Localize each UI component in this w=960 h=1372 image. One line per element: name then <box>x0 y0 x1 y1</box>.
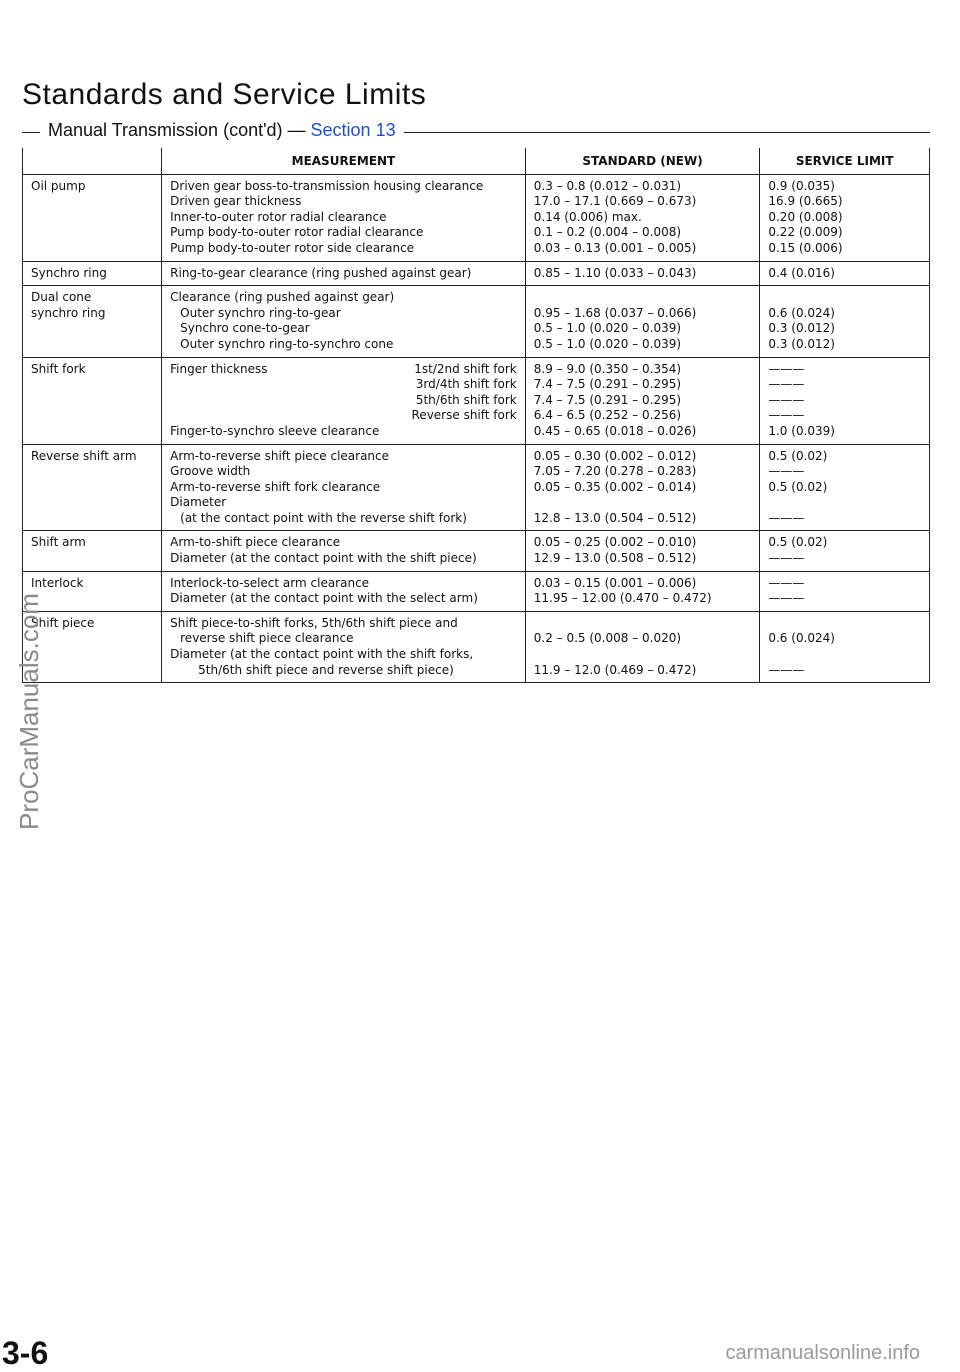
limit-value: ——— <box>768 662 805 677</box>
table-row <box>23 174 930 261</box>
standard-value: 6.4 – 6.5 (0.252 – 0.256) <box>533 408 682 423</box>
measurement-line <box>170 362 517 378</box>
standard-value: 7.4 – 7.5 (0.291 – 0.295) <box>533 392 682 407</box>
measurement-line: Outer synchro ring-to-synchro cone <box>180 336 394 351</box>
part-cell <box>23 444 162 531</box>
standard-value: 0.05 – 0.30 (0.002 – 0.012) <box>533 448 697 463</box>
measurement-line: (at the contact point with the reverse shift fork) <box>180 510 467 525</box>
standard-cell <box>525 444 760 531</box>
measurement-cell <box>162 261 526 286</box>
table-header-row <box>23 148 930 174</box>
header-measurement: MEASUREMENT <box>162 148 526 174</box>
section-subtitle <box>40 120 404 141</box>
subtitle-text: Manual Transmission (cont'd) — <box>48 120 311 140</box>
measurement-line: Driven gear thickness <box>170 194 302 209</box>
limit-value <box>768 495 921 511</box>
standard-value: 7.05 – 7.20 (0.278 – 0.283) <box>533 464 697 479</box>
limit-value <box>768 647 921 663</box>
limit-value: 16.9 (0.665) <box>768 194 843 209</box>
measurement-cell <box>162 611 526 682</box>
measurement-line <box>170 408 517 424</box>
limit-value: ——— <box>768 510 805 525</box>
measurement-line: Arm-to-reverse shift piece clearance <box>170 448 390 463</box>
measurement-cell <box>162 174 526 261</box>
measurement-cell <box>162 357 526 444</box>
section-link[interactable]: Section 13 <box>310 120 396 140</box>
limit-value: 0.5 (0.02) <box>768 479 828 494</box>
part-cell <box>23 357 162 444</box>
measurement-line: Driven gear boss-to-transmission housing clearance <box>170 178 484 193</box>
standard-value: 8.9 – 9.0 (0.350 – 0.354) <box>533 361 682 376</box>
standard-value: 0.5 – 1.0 (0.020 – 0.039) <box>533 321 682 336</box>
part-cell <box>23 261 162 286</box>
standard-value: 12.9 – 13.0 (0.508 – 0.512) <box>533 551 697 566</box>
standard-value: 0.3 – 0.8 (0.012 – 0.031) <box>533 178 682 193</box>
measurement-line: Ring-to-gear clearance (ring pushed against gear) <box>170 265 472 280</box>
limit-value <box>768 290 921 306</box>
standard-value: 12.8 – 13.0 (0.504 – 0.512) <box>533 510 697 525</box>
part-name: Oil pump <box>31 178 86 193</box>
limit-cell <box>760 444 930 531</box>
limit-value: 0.6 (0.024) <box>768 305 835 320</box>
measurement-line: Diameter (at the contact point with the shift piece) <box>170 551 477 566</box>
limit-value <box>768 616 921 632</box>
limit-value: 0.3 (0.012) <box>768 321 835 336</box>
standard-value: 0.03 – 0.13 (0.001 – 0.005) <box>533 240 697 255</box>
standard-value: 0.45 – 0.65 (0.018 – 0.026) <box>533 423 697 438</box>
standard-cell <box>525 571 760 611</box>
limit-value: 1.0 (0.039) <box>768 423 835 438</box>
header-standard: STANDARD (NEW) <box>525 148 760 174</box>
measurement-line: Shift piece-to-shift forks, 5th/6th shift piece and <box>170 615 458 630</box>
table-row <box>23 357 930 444</box>
measurement-sub: 1st/2nd shift fork <box>414 361 517 376</box>
limit-value: 0.4 (0.016) <box>768 265 835 280</box>
limit-value: 0.9 (0.035) <box>768 178 835 193</box>
part-cell <box>23 286 162 357</box>
standards-table <box>22 148 930 683</box>
limit-value: 0.5 (0.02) <box>768 535 828 550</box>
standard-value: 0.85 – 1.10 (0.033 – 0.043) <box>533 265 697 280</box>
measurement-main: Finger thickness <box>170 361 268 376</box>
standard-value: 0.03 – 0.15 (0.001 – 0.006) <box>533 575 697 590</box>
measurement-cell <box>162 531 526 571</box>
standard-cell <box>525 611 760 682</box>
part-name: Shift fork <box>31 361 86 376</box>
limit-value: ——— <box>768 361 805 376</box>
standard-value: 7.4 – 7.5 (0.291 – 0.295) <box>533 377 682 392</box>
limit-cell <box>760 571 930 611</box>
limit-value: 0.6 (0.024) <box>768 631 835 646</box>
part-name: Shift piece <box>31 615 95 630</box>
measurement-line: Diameter (at the contact point with the select arm) <box>170 591 478 606</box>
measurement-line <box>170 377 517 393</box>
standard-value: 17.0 – 17.1 (0.669 – 0.673) <box>533 194 697 209</box>
measurement-sub: Reverse shift fork <box>411 408 517 423</box>
limit-cell <box>760 531 930 571</box>
standard-value: 0.5 – 1.0 (0.020 – 0.039) <box>533 336 682 351</box>
limit-value: ——— <box>768 575 805 590</box>
measurement-line: Clearance (ring pushed against gear) <box>170 290 395 305</box>
limit-value: ——— <box>768 551 805 566</box>
part-cell <box>23 174 162 261</box>
part-name: synchro ring <box>31 305 106 320</box>
measurement-line: 5th/6th shift piece and reverse shift piece) <box>198 662 454 677</box>
standard-value <box>534 616 752 632</box>
measurement-cell <box>162 444 526 531</box>
measurement-line: Diameter (at the contact point with the shift forks, <box>170 647 474 662</box>
measurement-line <box>170 393 517 409</box>
standard-value <box>534 495 752 511</box>
footer-watermark: carmanualsonline.info <box>725 1342 920 1364</box>
limit-value: 0.22 (0.009) <box>768 225 843 240</box>
part-name: Dual cone <box>31 290 92 305</box>
measurement-line: Diameter <box>170 495 227 510</box>
limit-cell <box>760 261 930 286</box>
part-name: Interlock <box>31 575 84 590</box>
measurement-line: reverse shift piece clearance <box>180 631 354 646</box>
measurement-line: Pump body-to-outer rotor radial clearance <box>170 225 424 240</box>
standard-value: 0.95 – 1.68 (0.037 – 0.066) <box>533 305 697 320</box>
table-row <box>23 444 930 531</box>
measurement-line: Outer synchro ring-to-gear <box>180 305 341 320</box>
measurement-line: Synchro cone-to-gear <box>180 321 310 336</box>
limit-value: ——— <box>768 591 805 606</box>
standard-cell <box>525 531 760 571</box>
measurement-line: Pump body-to-outer rotor side clearance <box>170 240 415 255</box>
standard-cell <box>525 261 760 286</box>
standard-cell <box>525 357 760 444</box>
limit-value: 0.5 (0.02) <box>768 448 828 463</box>
page-number: 3-6 <box>2 1335 49 1371</box>
standard-value: 0.05 – 0.25 (0.002 – 0.010) <box>533 535 697 550</box>
limit-value: ——— <box>768 392 805 407</box>
standard-value <box>534 290 752 306</box>
table-row <box>23 531 930 571</box>
measurement-line: Interlock-to-select arm clearance <box>170 575 370 590</box>
limit-cell <box>760 611 930 682</box>
limit-cell <box>760 174 930 261</box>
measurement-sub: 5th/6th shift fork <box>415 392 517 407</box>
limit-value: ——— <box>768 377 805 392</box>
measurement-cell <box>162 571 526 611</box>
part-name: Reverse shift arm <box>31 448 137 463</box>
limit-value: ——— <box>768 408 805 423</box>
standard-cell <box>525 174 760 261</box>
table-row <box>23 571 930 611</box>
header-part <box>23 148 162 174</box>
page-title: Standards and Service Limits <box>22 78 427 111</box>
measurement-line: Finger-to-synchro sleeve clearance <box>170 423 380 438</box>
measurement-line: Arm-to-reverse shift fork clearance <box>170 479 381 494</box>
table-row <box>23 611 930 682</box>
measurement-line: Groove width <box>170 464 251 479</box>
measurement-line: Inner-to-outer rotor radial clearance <box>170 209 387 224</box>
limit-value: 0.3 (0.012) <box>768 336 835 351</box>
table-row <box>23 261 930 286</box>
limit-cell <box>760 286 930 357</box>
standard-value: 11.9 – 12.0 (0.469 – 0.472) <box>533 662 697 677</box>
standard-value <box>534 647 752 663</box>
measurement-line: Arm-to-shift piece clearance <box>170 535 341 550</box>
standard-cell <box>525 286 760 357</box>
part-name: Synchro ring <box>31 265 107 280</box>
measurement-cell <box>162 286 526 357</box>
limit-value: 0.15 (0.006) <box>768 240 843 255</box>
part-name: Shift arm <box>31 535 86 550</box>
standard-value: 11.95 – 12.00 (0.470 – 0.472) <box>533 591 712 606</box>
standard-value: 0.2 – 0.5 (0.008 – 0.020) <box>533 631 682 646</box>
standard-value: 0.05 – 0.35 (0.002 – 0.014) <box>533 479 697 494</box>
side-watermark: ProCarManuals.com <box>14 593 44 830</box>
standard-value: 0.14 (0.006) max. <box>533 209 642 224</box>
standard-value: 0.1 – 0.2 (0.004 – 0.008) <box>533 225 682 240</box>
limit-cell <box>760 357 930 444</box>
limit-value: ——— <box>768 464 805 479</box>
measurement-sub: 3rd/4th shift fork <box>415 377 517 392</box>
limit-value: 0.20 (0.008) <box>768 209 843 224</box>
part-cell <box>23 531 162 571</box>
table-row <box>23 286 930 357</box>
header-service-limit: SERVICE LIMIT <box>760 148 930 174</box>
